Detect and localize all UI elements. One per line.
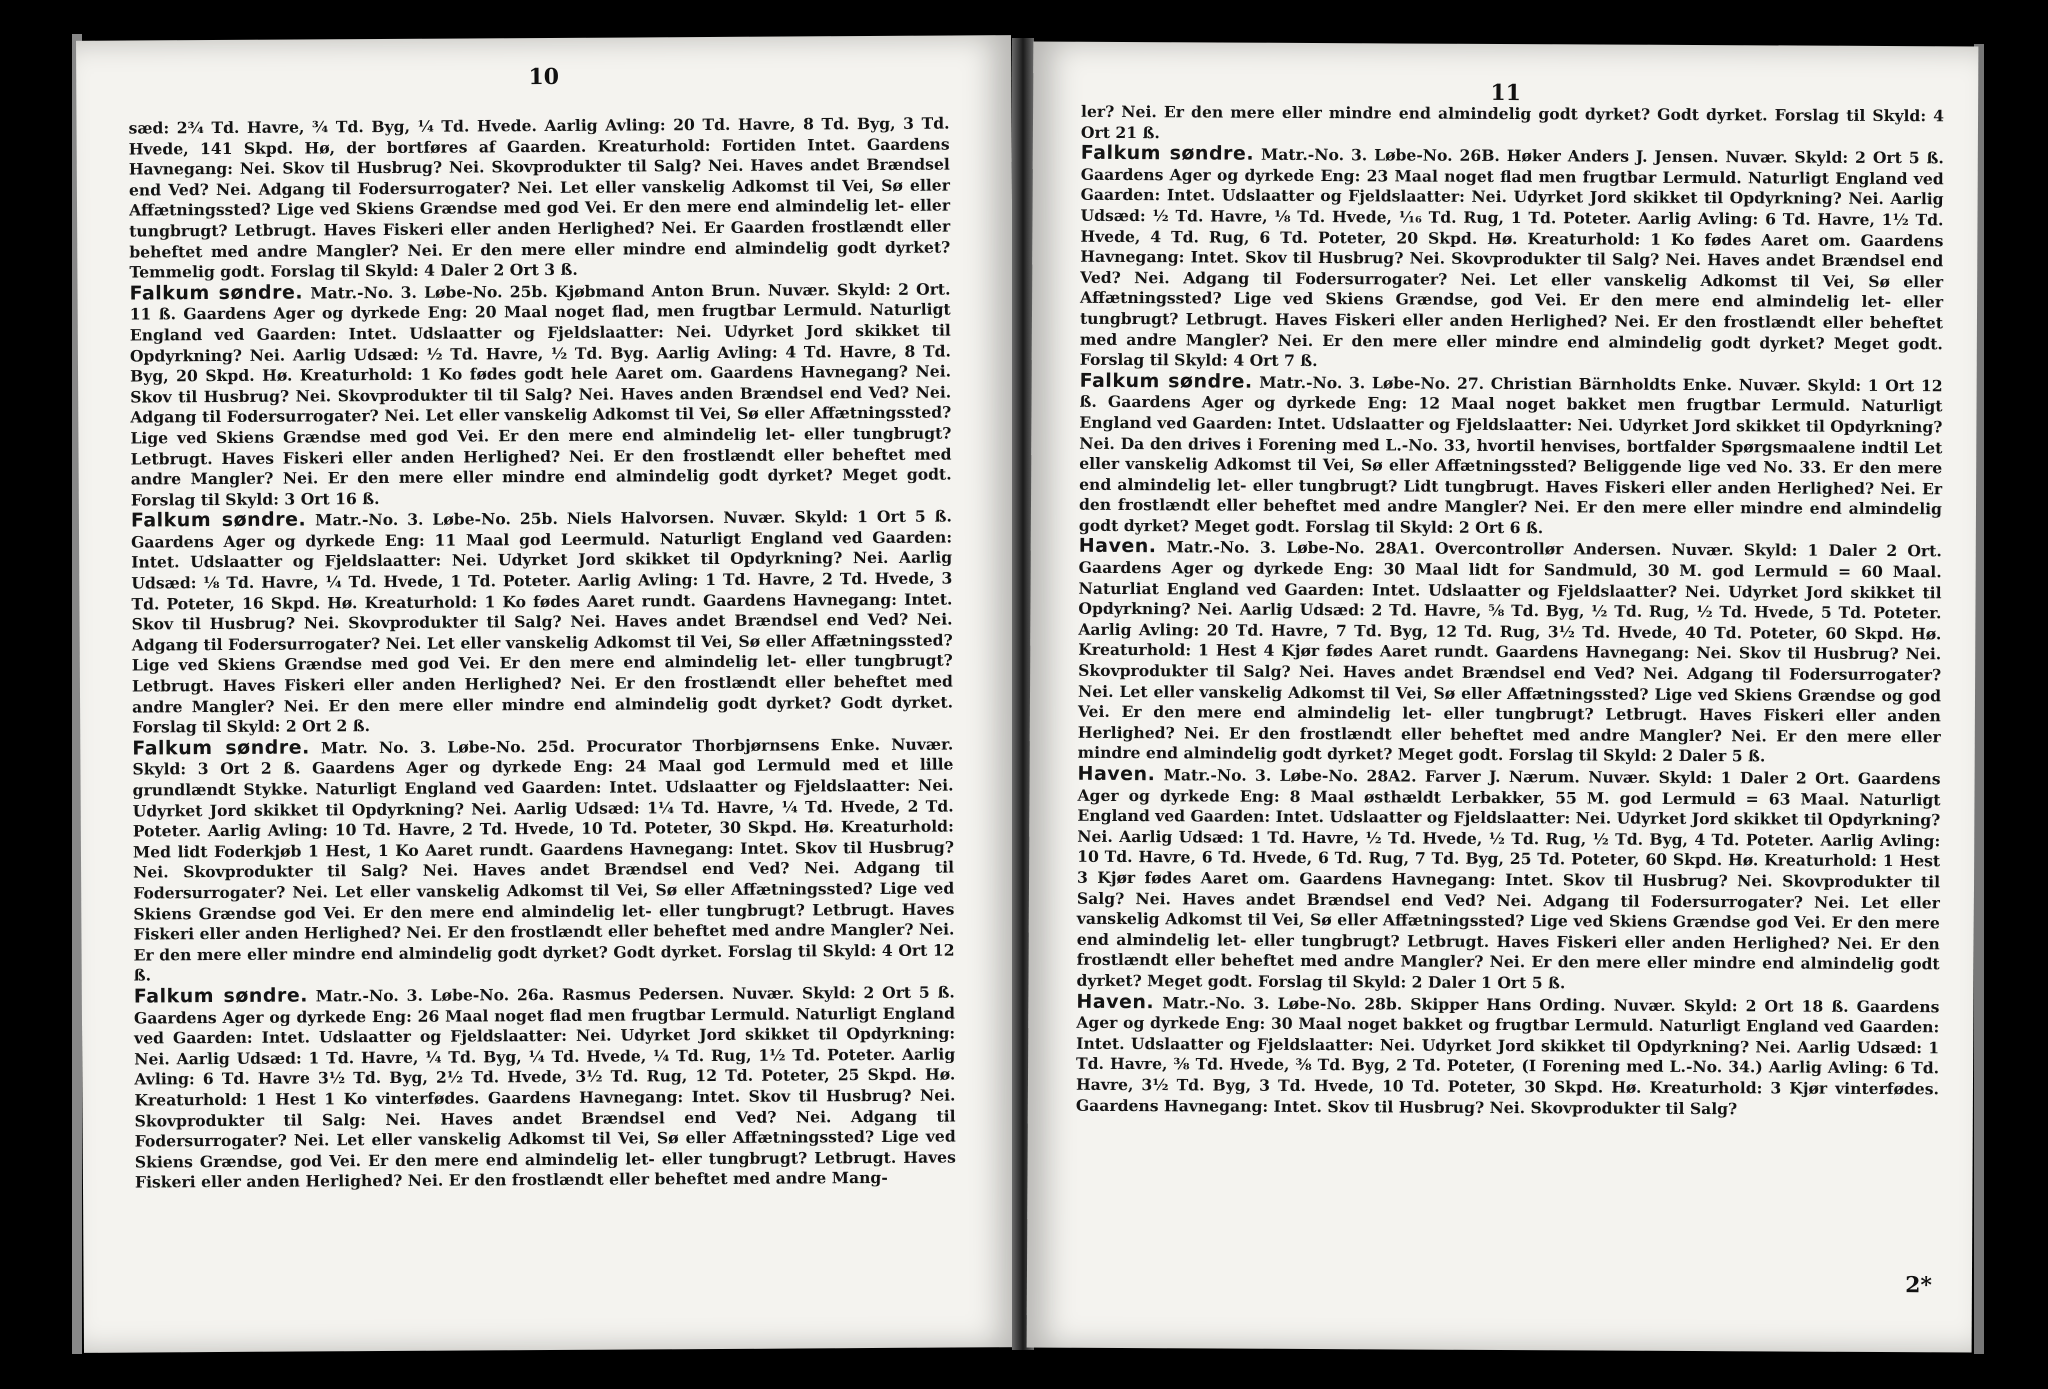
entry-heading: Falkum søndre. [133,984,309,1008]
right-intro-paragraph: ler? Nei. Er den mere eller mindre end almindelig godt dyrket? Godt dyrket. Forslag til Skyld: 4 Ort 21 ß. [1080,101,1945,142]
property-entry [129,278,951,511]
property-entry [1080,143,1944,375]
page-number-right: 11 [1490,79,1522,107]
entry-heading: Falkum søndre. [129,281,304,305]
entry-text: Matr.-No. 3. Løbe-No. 27. Christian Bärnholdts Enke. Nuvær. Skyld: 1 Ort 12 ß. Gaardens Ager og dyrkede Eng: 12 Maal noget bakket men frugtbar Lermuld. Naturligt England ved Gaarden: Intet. Udslaatter og Fjeldslaatter: Nei. Udyrket Jord skikket til Opdyrkning? Nei. Da den drives i Forening med L.-No. 33, hvortil henvises, bortfalder Spørgsmaalene indtil Let eller vanskelig Adkomst til Vei, Sø eller Affætningssted? Beliggende lige ved No. 33. Er den mere end almindelig let- eller tungbrugt? Lidt tungbrugt. Haves Fiskeri eller anden Herlighed? Nei. Er den frostlændt eller beheftet med andre Mangler? Nei. Er den mere eller mindre end almindelig godt dyrket? Meget godt. Forslag til Skyld: 2 Ort 6 ß. [1078,372,1943,538]
property-entry [132,733,955,986]
property-entry [1076,991,1940,1120]
entry-text: Matr.-No. 3. Løbe-No. 25b. Kjøbmand Anton Brun. Nuvær. Skyld: 2 Ort. 11 ß. Gaardens Ager og dyrkede Eng: 20 Maal noget flad, men frugtbar Lermuld. Naturligt England ved Gaarden: Intet. Udslaatter og Fjeldslaatter: Nei. Udyrket Jord skikket til Opdyrkning? Nei. Aarlig Udsæd: ½ Td. Havre, ½ Td. Byg. Aarlig Avling: 4 Td. Havre, 8 Td. Byg, 20 Skpd. Hø. Kreaturhold: 1 Ko fødes godt hele Aaret om. Gaardens Havnegang? Nei. Skov til Husbrug? Nei. Skovprodukter til til Salg? Nei. Haves anden Brændsel end Ved? Nei. Adgang til Fodersurrogater? Nei. Let eller vanskelig Adkomst til Vei, Sø eller Affætningssted? Lige ved Skiens Grændse med god Vei. Er den mere end almindelig let- eller tungbrugt? Letbrugt. Haves Fiskeri eller anden Herlighed? Nei. Er den frostlændt eller beheftet med andre Mangler? Nei. Er den mere eller mindre end almindelig godt dyrket? Meget godt. Forslag til Skyld: 3 Ort 16 ß. [129,279,952,510]
entry-heading: Haven. [1076,990,1155,1013]
entry-heading: Haven. [1077,762,1156,786]
entry-heading: Falkum søndre. [1080,141,1255,165]
page-number-left: 10 [528,63,560,91]
property-entry [134,981,956,1193]
entry-heading: Falkum søndre. [132,736,310,760]
right-page [1027,42,1979,1353]
entry-text: Matr. No. 3. Løbe-No. 25d. Procurator Thorbjørnsens Enke. Nuvær. Skyld: 3 Ort 2 ß. Gaardens Ager og dyrkede Eng: 24 Maal god Lermuld med et lille grundlændt Stykke. Naturligt England ved Gaarden: Intet. Udslaatter og Fjeldslaatter: Nei. Udyrket Jord skikket til Opdyrkning? Nei. Aarlig Udsæd: 1¼ Td. Havre, ¼ Td. Hvede, 2 Td. Poteter. Aarlig Avling: 10 Td. Havre, 2 Td. Hvede, 10 Td. Poteter, 30 Skpd. Hø. Kreaturhold: Med lidt Foderkjøb 1 Hest, 1 Ko Aaret rundt. Gaardens Havnegang: Intet. Skov til Husbrug? Nei. Skovprodukter til Salg? Nei. Haves andet Brændsel end Ved? Nei. Adgang til Fodersurrogater? Nei. Let eller vanskelig Adkomst til Vei, Sø eller Affætningssted? Lige ved Skiens Grændse god Vei. Er den mere end almindelig let- eller tungbrugt? Letbrugt. Haves Fiskeri eller anden Herlighed? Nei. Er den frostlændt eller beheftet med andre Mangler? Nei. Er den mere eller mindre end almindelig godt dyrket? Godt dyrket. Forslag til Skyld: 4 Ort 12 ß. [132,734,955,985]
entry-text: Matr.-No. 3. Løbe-No. 26a. Rasmus Pedersen. Nuvær. Skyld: 2 Ort 5 ß. Gaardens Ager og dyrkede Eng: 26 Maal noget flad men frugtbar Lermuld. Naturligt England ved Gaarden: Intet. Udslaatter og Fjeldslaatter: Nei. Udyrket Jord skikket til Opdyrkning: Nei. Aarlig Udsæd: 1 Td. Havre, ¼ Td. Byg, ¼ Td. Hvede, ¼ Td. Rug, 1½ Td. Poteter. Aarlig Avling: 6 Td. Havre 3½ Td. Byg, 2½ Td. Hvede, 3½ Td. Rug, 12 Td. Poteter, 25 Skpd. Hø. Kreaturhold: 1 Hest 1 Ko vinterfødes. Gaardens Havnegang: Intet. Skov til Husbrug? Nei. Skovprodukter til Salg: Nei. Haves andet Brændsel end Ved? Nei. Adgang til Fodersurrogater? Nei. Let eller vanskelig Adkomst til Vei, Sø eller Affætningssted? Lige ved Skiens Grændse, god Vei. Er den mere end almindelig let- eller tungbrugt? Letbrugt. Haves Fiskeri eller anden Herlighed? Nei. Er den frostlændt eller beheftet med andre Mang- [133,982,956,1192]
entry-text: Matr.-No. 3. Løbe-No. 28A1. Overcontrollør Andersen. Nuvær. Skyld: 1 Daler 2 Ort. Gaardens Ager og dyrkede Eng: 30 Maal lidt for Sandmuld, 30 M. god Lermuld = 60 Maal. Naturliat England ved Gaarden: Intet. Udslaatter og Fjeldslaatter? Nei. Udyrket Jord skikket til Opdyrkning? Nei. Aarlig Udsæd: 2 Td. Havre, ⅝ Td. Byg, ½ Td. Rug, ½ Td. Hvede, 5 Td. Poteter. Aarlig Avling: 20 Td. Havre, 7 Td. Byg, 12 Td. Rug, 3½ Td. Hvede, 40 Td. Poteter, 60 Skpd. Hø. Kreaturhold: 1 Hest 4 Kjør fødes Aaret rundt. Gaardens Havnegang: Nei. Skov til Husbrug? Nei. Skovprodukter til Salg? Nei. Haves andet Brændsel end Ved? Nei. Adgang til Fodersurrogater? Nei. Let eller vanskelig Adkomst til Vei, Sø eller Affætningssted? Lige ved Skiens Grændse og god Vei. Er den mere end almindelig let- eller tungbrugt? Letbrugt. Haves Fiskeri eller anden Herlighed? Nei. Er den frostlændt eller beheftet med andre Mangler? Nei. Er den mere eller mindre end almindelig godt dyrket? Meget godt. Forslag til Skyld: 2 Daler 5 ß. [1077,537,1942,766]
property-entry [131,506,953,739]
property-entry [1079,371,1943,541]
entry-text: Matr.-No. 3. Løbe-No. 25b. Niels Halvorsen. Nuvær. Skyld: 1 Ort 5 ß. Gaardens Ager og dyrkede Eng: 11 Maal god Leermuld. Naturligt England ved Gaarden: Intet. Udslaatter og Fjeldslaatter: Nei. Udyrket Jord skikket til Opdyrkning? Nei. Aarlig Udsæd: ⅛ Td. Havre, ¼ Td. Hvede, 1 Td. Poteter. Aarlig Avling: 1 Td. Havre, 2 Td. Hvede, 3 Td. Poteter, 16 Skpd. Hø. Kreaturhold: 1 Ko fødes Aaret rundt. Gaardens Havnegang: Intet. Skov til Husbrug? Nei. Skovprodukter til Salg? Nei. Haves andet Brændsel end Ved? Nei. Adgang til Fodersurrogater? Nei. Let eller vanskelig Adkomst til Vei, Sø eller Affætningssted? Lige ved Skiens Grændse med god Vei. Er den mere end almindelig let- eller tungbrugt? Letbrugt. Haves Fiskeri eller anden Herlighed? Nei. Er den frostlændt eller beheftet med andre Mangler? Nei. Er den mere eller mindre end almindelig godt dyrket? Godt dyrket. Forslag til Skyld: 2 Ort 2 ß. [131,506,954,737]
signature-mark: 2* [1905,1272,1932,1299]
entry-text: Matr.-No. 3. Løbe-No. 26B. Høker Anders J. Jensen. Nuvær. Skyld: 2 Ort 5 ß. Gaardens Ager og dyrkede Eng: 23 Maal noget flad men frugtbar Lermuld. Naturligt England ved Gaarden: Intet. Udslaatter og Fjeldslaatter: Nei. Udyrket Jord skikket til Opdyrkning? Nei. Aarlig Udsæd: ½ Td. Havre, ⅛ Td. Hvede, ¹⁄₁₆ Td. Rug, 1 Td. Poteter. Aarlig Avling: 6 Td. Havre, 1½ Td. Hvede, 4 Td. Rug, 6 Td. Poteter, 20 Skpd. Hø. Kreaturhold: 1 Ko fødes Aaret om. Gaardens Havnegang: Intet. Skov til Husbrug? Nei. Skovprodukter til Salg? Nei. Haves andet Brændsel end Ved? Nei. Adgang til Fodersurrogater? Nei. Let eller vanskelig Adkomst til Vei, Sø eller Affætningssted? Lige ved Skiens Grændse, god Vei. Er den mere end almindelig let- eller tungbrugt? Letbrugt. Haves Fiskeri eller anden Herlighed? Nei. Er den frostlændt eller beheftet med andre Mangler? Nei. Er den mere eller mindre end almindelig godt dyrket? Meget godt. Forslag til Skyld: 4 Ort 7 ß. [1079,144,1944,371]
entry-heading: Falkum søndre. [130,508,307,532]
entry-text: Matr.-No. 3. Løbe-No. 28A2. Farver J. Nærum. Nuvær. Skyld: 1 Daler 2 Ort. Gaardens Ager og dyrkede Eng: 8 Maal østhældt Lerbakker, 55 M. god Lermuld = 63 Maal. Naturligt England ved Gaarden: Intet. Udslaatter og Fjeldslaatter: Nei. Udyrket Jord skikket til Opdyrkning? Nei. Aarlig Udsæd: 1 Td. Havre, ½ Td. Hvede, ½ Td. Rug, ½ Td. Byg, 4 Td. Poteter. Aarlig Avling: 10 Td. Havre, 6 Td. Hvede, 6 Td. Rug, 7 Td. Byg, 25 Td. Poteter, 60 Skpd. Hø. Kreaturhold: 1 Hest 3 Kjør fødes Aaret om. Gaardens Havnegang: Intet. Skov til Husbrug? Nei. Skovprodukter til Salg? Nei. Haves andet Brændsel end Ved? Nei. Adgang til Fodersurrogater? Nei. Let eller vanskelig Adkomst til Vei, Sø eller Affætningssted? Lige ved Skiens Grændse god Vei. Er den mere end almindelig let- eller tungbrugt? Letbrugt. Haves Fiskeri eller anden Herlighed? Nei. Er den frostlændt eller beheftet med andre Mangler? Nei. Er den mere eller mindre end almindelig godt dyrket? Meget godt. Forslag til Skyld: 2 Daler 1 Ort 5 ß. [1076,765,1941,993]
entry-heading: Falkum søndre. [1079,369,1253,393]
entry-heading: Haven. [1078,535,1157,558]
left-intro-paragraph: sæd: 2¾ Td. Havre, ¾ Td. Byg, ¼ Td. Hvede. Aarlig Avling: 20 Td. Havre, 8 Td. Byg, 3 Td. Hvede, 141 Skpd. Hø, der bortføres af Gaarden. Kreaturhold: Fortiden Intet. Gaardens Havnegang: Nei. Skov til Husbrug? Nei. Skovprodukter til Salg? Nei. Haves andet Brændsel end Ved? Nei. Adgang til Fodersurrogater? Nei. Let eller vanskelig Adkomst til Vei, Sø eller Affætningssted? Lige ved Skiens Grændse med god Vei. Er den mere end almindelig let- eller tungbrugt? Letbrugt. Haves Fiskeri eller anden Herlighed? Nei. Er Gaarden frostlændt eller beheftet med andre Mangler? Nei. Er den mere eller mindre end almindelig godt dyrket? Temmelig godt. Forslag til Skyld: 4 Daler 2 Ort 3 ß. [128,113,951,282]
left-page-body [128,114,956,1194]
property-entry [1078,536,1942,768]
right-page-body [1076,102,1944,1121]
left-page [76,35,1019,1353]
entry-text: Matr.-No. 3. Løbe-No. 28b. Skipper Hans Ording. Nuvær. Skyld: 2 Ort 18 ß. Gaardens Ager og dyrkede Eng: 30 Maal noget bakket og frugtbar Lermuld. Naturligt England ved Gaarden: Intet. Udslaatter og Fjeldslaatter: Nei. Udyrket Jord skikket til Opdyrkning? Nei. Aarlig Udsæd: 1 Td. Havre, ⅜ Td. Hvede, ⅜ Td. Byg, 2 Td. Poteter, (I Forening med L.-No. 34.) Aarlig Avling: 6 Td. Havre, 3½ Td. Byg, 3 Td. Hvede, 10 Td. Poteter, 30 Skpd. Hø. Kreaturhold: 3 Kjør vinterfødes. Gaardens Havnegang: Intet. Skov til Husbrug? Nei. Skovprodukter til Salg? [1075,992,1940,1118]
property-entry [1076,764,1940,996]
